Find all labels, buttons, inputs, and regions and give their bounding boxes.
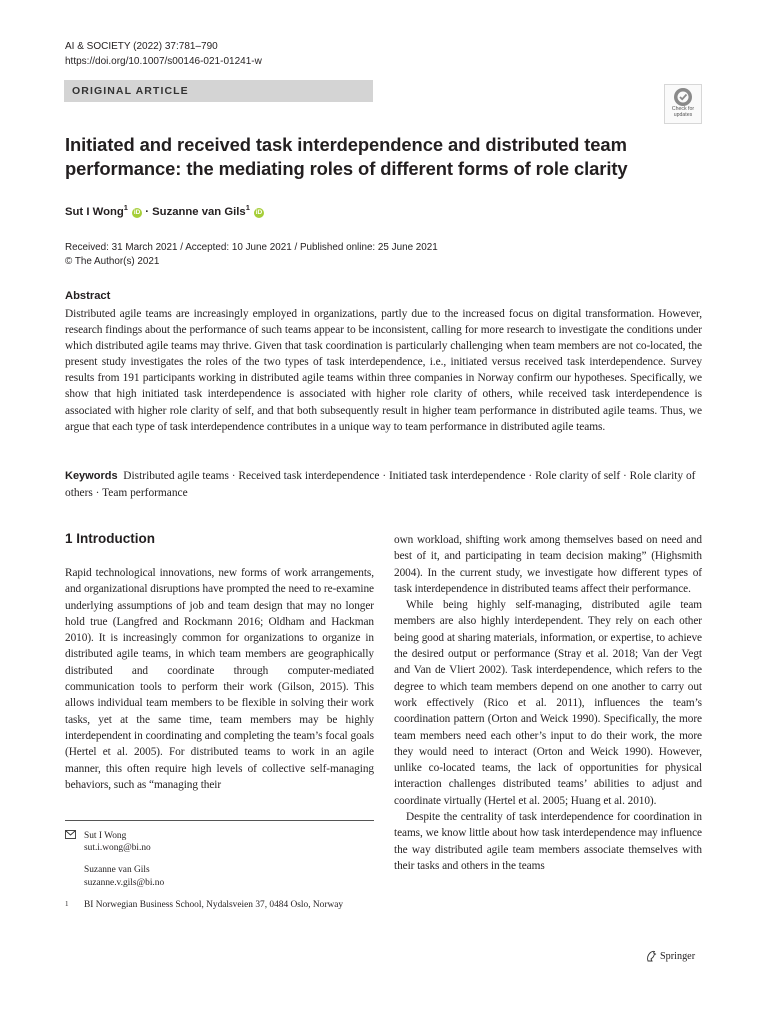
orcid-icon[interactable]: iD xyxy=(133,208,141,216)
history-dates: Received: 31 March 2021 / Accepted: 10 June 2021 / Published online: 25 June 2021 xyxy=(65,242,438,253)
orcid-icon[interactable]: iD xyxy=(255,208,263,216)
author-affiliation-mark: 1 xyxy=(123,203,128,212)
contact-email[interactable]: sut.i.wong@bi.no xyxy=(84,843,151,854)
journal-info xyxy=(65,40,262,69)
footnote-divider xyxy=(65,820,374,821)
publisher-name: Springer xyxy=(660,950,696,962)
body-column-left xyxy=(65,565,374,793)
contact-name: Suzanne van Gils xyxy=(84,865,150,876)
publisher-logo xyxy=(645,950,695,962)
paragraph: own workload, shifting work among themselves based on need and best of it, and participating in team decision making” (Highsmith 2004). In the current study, we investigate how different types of task interdependence in distributed teams affect their performance. xyxy=(394,534,702,595)
springer-horse-icon xyxy=(645,950,657,962)
section-heading: 1 Introduction xyxy=(65,531,155,546)
check-for-updates-badge[interactable] xyxy=(664,84,702,124)
envelope-icon xyxy=(65,830,84,889)
paragraph: Despite the centrality of task interdependence for coordination in teams, we know little about how task interdependence may influence the way distributed agile team members associate themselves with their tasks and others in the teams xyxy=(394,811,702,872)
contact-email[interactable]: suzanne.v.gils@bi.no xyxy=(84,877,165,888)
check-updates-icon xyxy=(673,87,693,107)
affiliation-text: BI Norwegian Business School, Nydalsveien 37, 0484 Oslo, Norway xyxy=(84,899,344,910)
body-column-right xyxy=(394,532,702,874)
copyright-notice: © The Author(s) 2021 xyxy=(65,255,160,267)
paragraph: Rapid technological innovations, new forms of work arrangements, and organizational disruptions have prompted the need to re-examine underlying assumptions of job and team design that may no longer hold true (Langfred and Rockmann 2016; Oldham and Hackman 2010). It is increasingly common for organizations to organize in distributed agile teams, in which team members are geographically distributed and coordinate through computer-mediated communication tools to perform their work (Gilson, 2015). This allows individual team members to be flexible in solving their work tasks, yet at the same time, team members may be highly interdependent in coordinating and completing the team’s focal goals (Hertel et al. 2005). For distributed teams to work in an agile manner, this often require high levels of collective self-managing behaviors, such as “managing their xyxy=(65,567,374,791)
article-title: Initiated and received task interdependence and distributed team performance: the mediating roles of different forms of role clarity xyxy=(65,134,628,179)
affiliation-number: 1 xyxy=(65,899,69,908)
author-affiliation-mark: 1 xyxy=(245,203,250,212)
keywords-list: Distributed agile teams · Received task interdependence · Initiated task interdependence · Role clarity of self · Role clarity of others · Team performance xyxy=(65,470,696,499)
footnotes xyxy=(65,830,374,911)
journal-citation: AI & SOCIETY (2022) 37:781–790 xyxy=(65,41,218,52)
contact-name: Sut I Wong xyxy=(84,831,127,841)
doi-link[interactable]: https://doi.org/10.1007/s00146-021-01241-w xyxy=(65,55,262,67)
affiliation-note xyxy=(65,899,374,911)
author-list xyxy=(65,203,264,218)
keywords-label: Keywords xyxy=(65,470,118,482)
author-name[interactable]: Sut I Wong xyxy=(65,205,124,218)
keywords xyxy=(65,468,702,501)
check-updates-label: Check for updates xyxy=(671,106,695,118)
author-name[interactable]: Suzanne van Gils xyxy=(152,205,246,218)
paragraph: While being highly self-managing, distributed agile team members are also highly interdependent. They rely on each other being good at sharing materials, information, or expertise, to achieve the desired output or performance (Stray et al. 2018; Van der Vegt and Van de Vliert 2002). Task interdependence, which refers to the degree to which team members depend on one another to carry out work effectively (Rico et al. 2011), influences the team’s coordination pattern (Orton and Weick 1990). Specifically, the more team members need each other’s input to do their work, the more they would need to interact (Orton and Weick 1990). However, unlike co-located teams, the lack of opportunities for physical interaction challenges distributed teams’ abilities to adjust and coordinate virtually (Hertel et al. 2005; Huang et al. 2010). xyxy=(394,599,702,807)
publication-dates xyxy=(65,241,438,268)
corresponding-author-note xyxy=(65,830,374,889)
author-separator: · xyxy=(142,205,153,218)
abstract-text: Distributed agile teams are increasingly employed in organizations, partly due to the increased focus on digital transformation. However, research findings about the performance of such teams appear to be inconsistent, calling for more research to investigate the conditions under which distributed agile teams may thrive. Given that task coordination is particularly challenging when team members are not co-located, the present study investigates the roles of the two types of task interdependence, i.e., initiated versus received task interdependence. Survey results from 191 participants working in distributed agile teams within three companies in Norway confirm our hypotheses. Specifically, we show that high initiated task interdependence is associated with higher role clarity of others, while received task interdependence is associated with higher role clarity of self, and that both subsequently result in higher team performance in distributed agile teams. Thus, we argue that each type of task interdependence contributes in a unique way to team performance in distributed agile teams. xyxy=(65,308,702,433)
abstract-heading: Abstract xyxy=(65,290,111,302)
article-type-banner: ORIGINAL ARTICLE xyxy=(64,80,373,102)
